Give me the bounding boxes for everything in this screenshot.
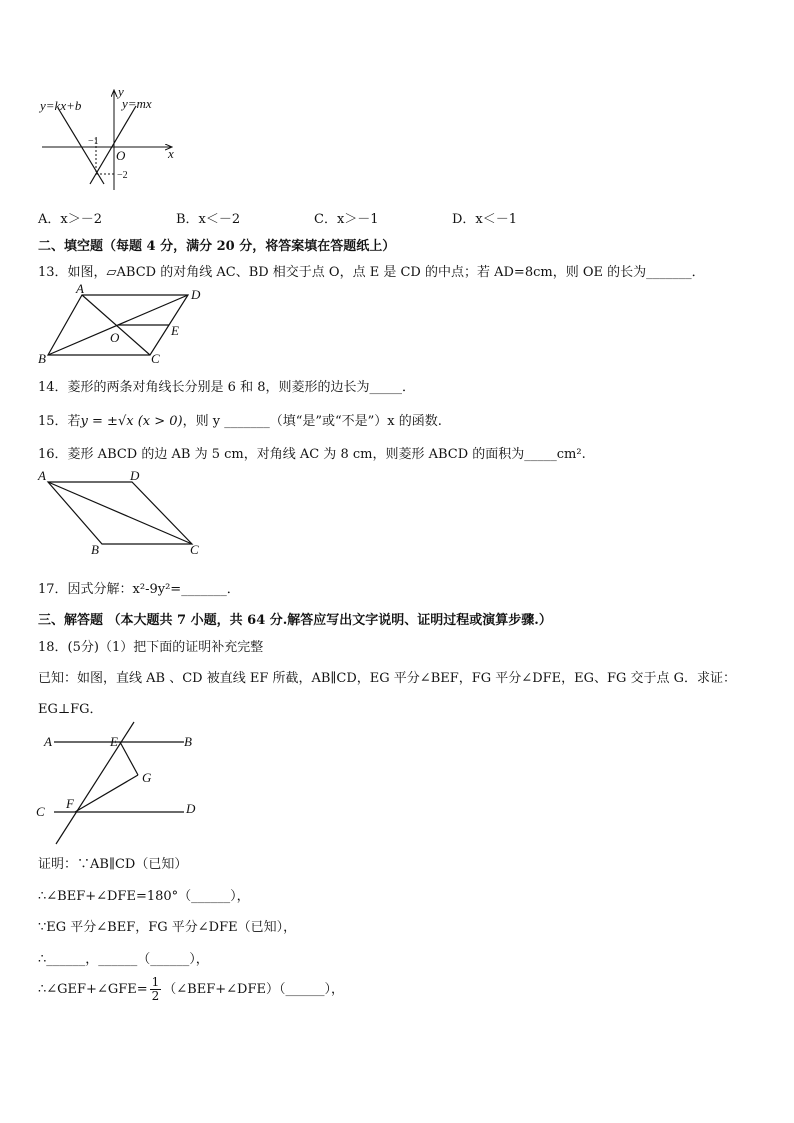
question-14: 14．菱形的两条对角线长分别是 6 和 8，则菱形的边长为_____．	[38, 380, 415, 395]
question-17: 17．因式分解：x²-9y²=_______．	[38, 582, 240, 597]
section-2-title: 二、填空题（每题 4 分，满分 20 分，将答案填在答题纸上）	[38, 239, 396, 254]
question-16: 16．菱形 ABCD 的边 AB 为 5 cm，对角线 AC 为 8 cm，则菱形 ABCD 的面积为_____cm².	[38, 447, 586, 462]
point-a-label: A	[44, 734, 52, 749]
option-b[interactable]: B．x＜－2	[176, 212, 241, 227]
proof-line-3: ∵EG 平分∠BEF，FG 平分∠DFE（已知），	[38, 920, 297, 935]
point-g-label: G	[142, 770, 152, 785]
proof-line-5-prefix: ∴∠GEF+∠GFE=	[38, 982, 148, 997]
question-13: 13．如图，▱ABCD 的对角线 AC、BD 相交于点 O，点 E 是 CD 的中点；若 AD=8cm，则 OE 的长为_______．	[38, 265, 705, 280]
proof-line-5-suffix: （∠BEF+∠DFE）（______），	[163, 982, 344, 997]
question-18-given: 已知：如图，直线 AB 、CD 被直线 EF 所截，AB∥CD，EG 平分∠BEF，FG 平分∠DFE，EG、FG 交于点 G．求证：	[38, 671, 737, 686]
question-18-head: 18．(5分)（1）把下面的证明补充完整	[38, 640, 264, 655]
graph-figure	[36, 86, 186, 196]
q15-suffix: ，则 y _______（填“是”或“不是”）x 的函数.	[182, 414, 442, 429]
fraction-numerator: 1	[151, 975, 160, 989]
parallelogram-figure	[34, 283, 214, 368]
point-c-label: C	[151, 351, 160, 366]
rhombus-figure	[36, 468, 211, 560]
point-a-label: A	[38, 468, 46, 483]
label-origin: O	[116, 148, 126, 163]
point-e-label: E	[171, 323, 179, 338]
proof-line-2: ∴∠BEF+∠DFE=180°（______），	[38, 889, 250, 904]
q15-formula: y = ±√x (x > 0)	[80, 414, 183, 429]
option-d[interactable]: D．x＜－1	[452, 212, 518, 227]
point-e-label: E	[110, 734, 118, 749]
point-o-label: O	[110, 330, 120, 345]
parallel-lines-figure	[34, 720, 214, 848]
tick-neg1: −1	[88, 136, 99, 147]
tick-neg2: −2	[117, 170, 128, 181]
point-c-label: C	[190, 542, 199, 557]
point-f-label: F	[66, 796, 74, 811]
point-a-label: A	[76, 283, 84, 296]
point-b-label: B	[91, 542, 99, 557]
q15-prefix: 15．若	[38, 414, 81, 429]
fraction-denominator: 2	[151, 989, 160, 1003]
point-d-label: D	[191, 287, 201, 302]
section-3-title: 三、解答题 （本大题共 7 小题，共 64 分.解答应写出文字说明、证明过程或演算步骤.）	[38, 613, 552, 628]
label-mx: y=mx	[122, 96, 152, 111]
point-d-label: D	[130, 468, 140, 483]
option-a[interactable]: A．x＞－2	[38, 212, 102, 227]
question-15	[38, 410, 442, 429]
point-d-label: D	[186, 801, 196, 816]
question-18-goal: EG⊥FG．	[38, 702, 103, 717]
point-b-label: B	[184, 734, 192, 749]
label-kx-b: y=kx+b	[40, 98, 82, 113]
point-c-label: C	[36, 804, 45, 819]
label-x: x	[168, 146, 174, 161]
q12-options	[38, 208, 590, 227]
proof-line-1: 证明：∵AB∥CD（已知）	[38, 857, 188, 872]
proof-line-4: ∴______，______（______），	[38, 952, 209, 967]
fraction-one-half	[150, 976, 162, 1003]
proof-line-5	[38, 976, 344, 1003]
option-c[interactable]: C．x＞－1	[314, 212, 379, 227]
label-y: y	[118, 86, 124, 99]
point-b-label: B	[38, 351, 46, 366]
